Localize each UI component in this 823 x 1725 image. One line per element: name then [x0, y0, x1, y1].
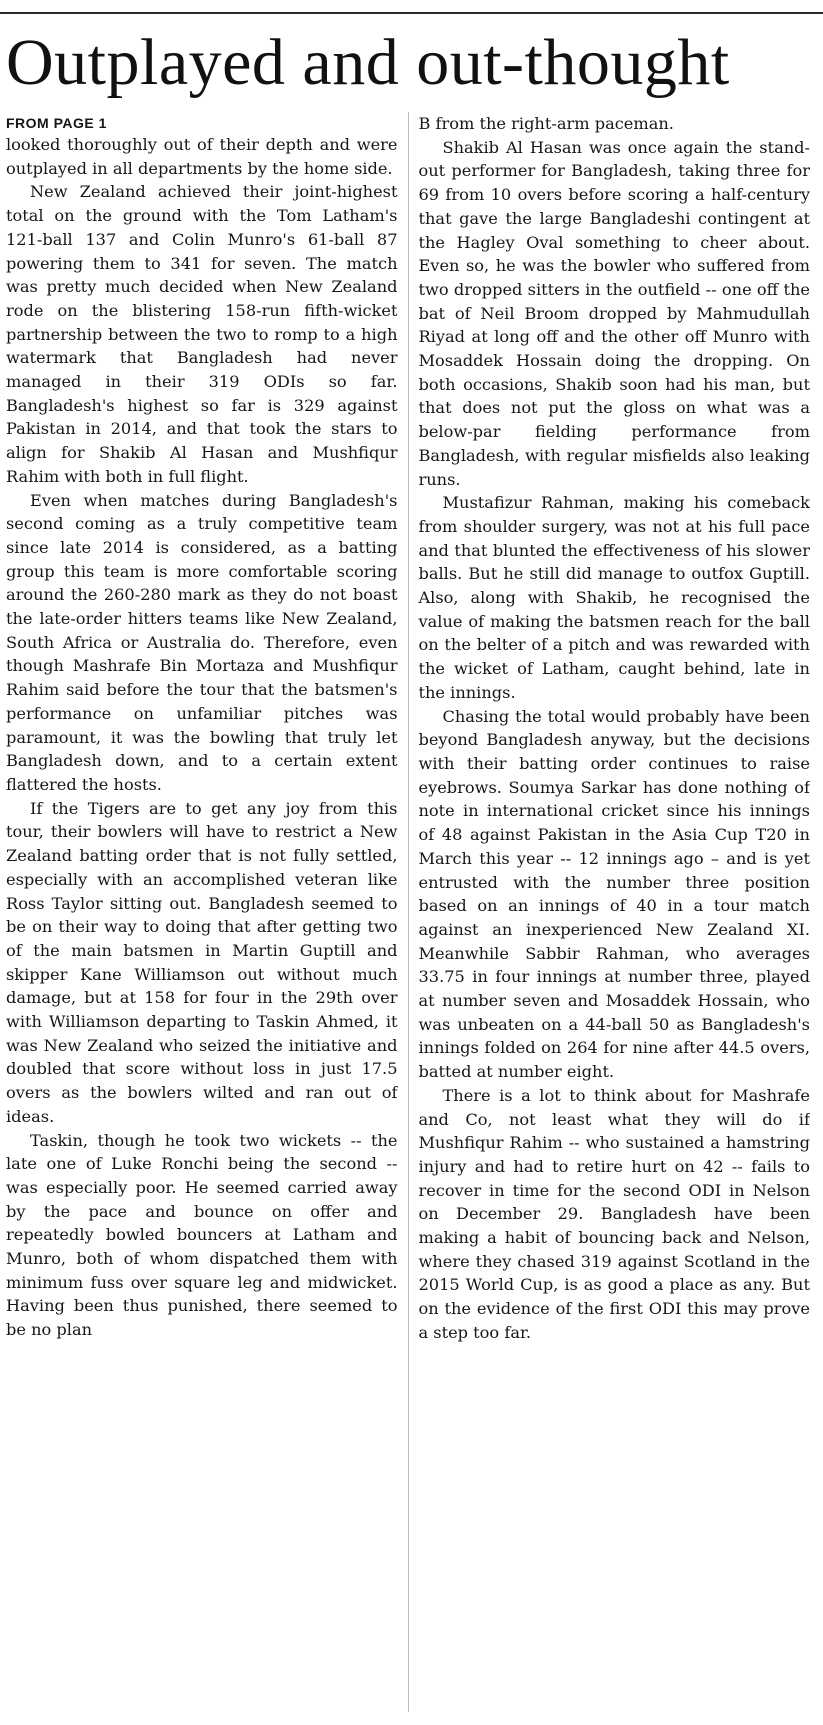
- paragraph: Taskin, though he took two wickets -- the late one of Luke Ronchi being the second -- was especially poor. He seemed carried away by the pace and bounce on offer and repeatedly bowled bouncers at Latham and Munro, both of whom dispatched them with minimum fuss over square leg and midwicket. Having been thus punished, there seemed to be no plan: [6, 1130, 398, 1340]
- paragraph: Even when matches during Bangladesh's second coming as a truly competitive team since late 2014 is considered, as a batting group this team is more comfortable scoring around the 260-280 mark as they do not boast the late-order hitters teams like New Zealand, South Africa or Australia do. Therefore, even though Mashrafe Bin Mortaza and Mushfiqur Rahim said before the tour that the batsmen's performance on unfamiliar pitches was paramount, it was the bowling that truly let Bangladesh down, and to a certain extent flattered the hosts.: [6, 490, 398, 794]
- top-rule: [0, 12, 823, 14]
- kicker: FROM PAGE 1: [6, 115, 107, 131]
- paragraph: Mustafizur Rahman, making his comeback from shoulder surgery, was not at his full pace and that blunted the effectiveness of his slower balls. But he still did manage to outfox Guptill. Also, along with Shakib, he recognised the value of making the batsmen reach for the ball on the belter of a pitch and was rewarded with the wicket of Latham, caught behind, late in the innings.: [418, 493, 810, 702]
- paragraph: New Zealand achieved their joint-highest total on the ground with the Tom Latham's 121-ball 137 and Colin Munro's 61-ball 87 powering them to 341 for seven. The match was pretty much decided when New Zealand rode on the blistering 158-run fifth-wicket partnership between the two to romp to a high watermark that Bangladesh had never managed in their 319 ODIs so far. Bangladesh's highest so far is 329 against Pakistan in 2014, and that took the stars to align for Shakib Al Hasan and Mushfiqur Rahim with both in full flight.: [6, 182, 398, 486]
- column-right: [418, 112, 810, 1712]
- column-left: [6, 112, 398, 1712]
- paragraph: looked thoroughly out of their depth and were outplayed in all departments by the home side.: [6, 135, 398, 178]
- paragraph: Shakib Al Hasan was once again the stand-out performer for Bangladesh, taking three for 69 from 10 overs before scoring a half-century that gave the large Bangladeshi contingent at the Hagley Oval something to cheer about. Even so, he was the bowler who suffered from two dropped sitters in the outfield -- one off the bat of Neil Broom dropped by Mahmudullah Riyad at long off and the other off Munro with Mosaddek Hossain doing the dropping. On both occasions, Shakib soon had his man, but that does not put the gloss on what was a below-par fielding performance from Bangladesh, with regular misfields also leaking runs.: [418, 137, 810, 489]
- article-body: [6, 112, 810, 1712]
- paragraph: B from the right-arm paceman.: [418, 114, 674, 133]
- column-divider: [408, 112, 409, 1712]
- headline: Outplayed and out-thought: [6, 26, 730, 99]
- paragraph: If the Tigers are to get any joy from this tour, their bowlers will have to restrict a New Zealand batting order that is not fully settled, especially with an accomplished veteran like Ross Taylor sitting out. Bangladesh seemed to be on their way to doing that after getting two of the main batsmen in Martin Guptill and skipper Kane Williamson out without much damage, but at 158 for four in the 29th over with Williamson departing to Taskin Ahmed, it was New Zealand who seized the initiative and doubled that score without loss in just 17.5 overs as the bowlers wilted and ran out of ideas.: [6, 798, 398, 1126]
- paragraph: There is a lot to think about for Mashrafe and Co, not least what they will do if Mushfiqur Rahim -- who sustained a hamstring injury and had to retire hurt on 42 -- fails to recover in time for the second ODI in Nelson on December 29. Bangladesh have been making a habit of bouncing back and Nelson, where they chased 319 against Scotland in the 2015 World Cup, is as good a place as any. But on the evidence of the first ODI this may prove a step too far.: [418, 1085, 810, 1342]
- paragraph: Chasing the total would probably have been beyond Bangladesh anyway, but the decisions with their batting order continues to raise eyebrows. Soumya Sarkar has done nothing of note in international cricket since his innings of 48 against Pakistan in the Asia Cup T20 in March this year -- 12 innings ago – and is yet entrusted with the number three position based on an innings of 40 in a tour match against an inexperienced New Zealand XI. Meanwhile Sabbir Rahman, who averages 33.75 in four innings at number three, played at number seven and Mosaddek Hossain, who was unbeaten on a 44-ball 50 as Bangladesh's innings folded on 264 for nine after 44.5 overs, batted at number eight.: [418, 706, 810, 1082]
